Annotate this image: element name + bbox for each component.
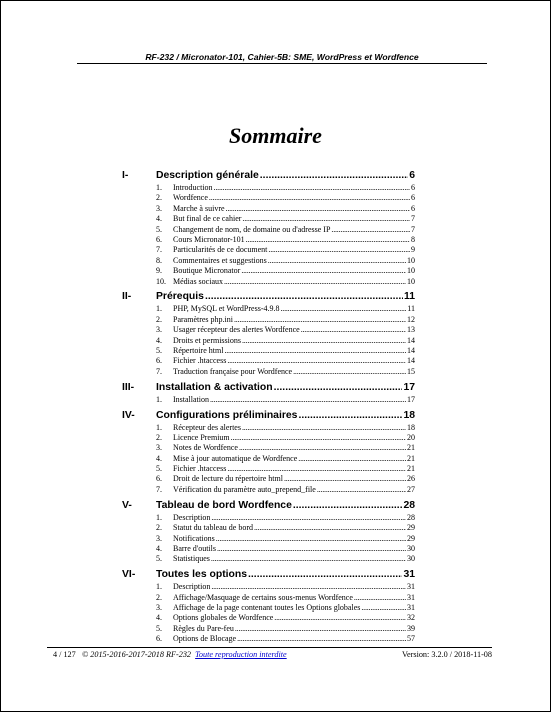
toc-item-number: 1. [156,582,162,592]
toc-section-title: Tableau de bord Wordfence [156,499,292,511]
toc-leader-dots [205,290,403,304]
toc-item[interactable] [122,554,415,564]
toc-item-number: 2. [156,432,162,442]
toc-item-number: 9. [156,266,162,276]
toc-item[interactable] [122,346,415,356]
toc-item[interactable] [122,454,415,464]
toc-section-number: V- [122,499,132,511]
toc-leader-dots [214,183,410,193]
toc-leader-dots [239,443,406,453]
toc-item[interactable] [122,582,415,592]
toc-item[interactable] [122,325,415,335]
toc-leader-dots [211,582,406,592]
toc-leader-dots [293,499,403,513]
toc-item-title: Récepteur des alertes [173,422,241,432]
toc-item-title: Installation [173,394,209,404]
toc-item-title: Barre d'outils [173,543,216,553]
toc-section-title: Toutes les options [156,569,248,581]
footer-copyright-text: © 2015-2016-2017-2018 RF-232 [82,650,192,659]
toc-item[interactable] [122,204,415,214]
toc-item-number: 5. [156,623,162,633]
toc-item[interactable] [122,266,415,276]
toc-item[interactable] [122,235,415,245]
toc-item[interactable] [122,245,415,255]
toc-item-number: 4. [156,335,162,345]
toc-item[interactable] [122,214,415,224]
toc-section [122,499,415,565]
toc-item[interactable] [122,613,415,623]
toc-item[interactable] [122,304,415,314]
toc-item-number: 2. [156,193,162,203]
toc-item-title: Statut du tableau de bord [173,523,253,533]
toc-item-number: 3. [156,602,162,612]
toc-item-page: 11 [407,304,415,314]
page-footer [47,650,492,662]
toc-item-title: Statistiques [173,554,210,564]
toc-item[interactable] [122,534,415,544]
toc-leader-dots [242,336,406,346]
toc-item-number: 6. [156,356,162,366]
toc-item-title: Droits et permissions [173,335,241,345]
toc-section-heading[interactable] [122,499,415,513]
toc-item-title: Droit de lecture du répertoire html [173,474,283,484]
toc-item-title: PHP, MySQL et WordPress-4.9.8 [173,304,280,314]
toc-section [122,290,415,377]
toc-section-title: Prérequis [156,291,204,303]
toc-item-number: 2. [156,314,162,324]
toc-leader-dots [260,169,408,183]
toc-item-page: 8 [411,234,415,244]
toc-item-page: 30 [407,543,415,553]
toc-section-page: 18 [403,409,415,421]
toc-item-page: 26 [407,474,415,484]
toc-section-number: VI- [122,569,136,581]
toc-item-number: 1. [156,422,162,432]
toc-item-number: 5. [156,554,162,564]
toc-item-title: Notes de Wordfence [173,443,238,453]
toc-item-number: 4. [156,613,162,623]
toc-section-heading[interactable] [122,409,415,423]
toc-leader-dots [235,624,406,634]
toc-leader-dots [231,433,406,443]
toc-section-number: II- [122,291,132,303]
toc-item[interactable] [122,513,415,523]
toc-item-number: 5. [156,224,162,234]
toc-item-number: 7. [156,484,162,494]
toc-item-page: 15 [407,366,415,376]
toc-item-page: 57 [407,634,415,644]
table-of-contents [122,169,415,645]
toc-leader-dots [268,256,406,266]
toc-section-heading[interactable] [122,568,415,582]
toc-item-number: 4. [156,214,162,224]
toc-leader-dots [361,603,406,613]
toc-leader-dots [216,534,406,544]
toc-section-page: 17 [403,381,415,393]
toc-item-page: 9 [411,245,415,255]
footer-reproduction-link[interactable]: Toute reproduction interdite [195,650,287,659]
toc-leader-dots [242,423,406,433]
toc-leader-dots [268,245,410,255]
toc-item-page: 14 [407,356,415,366]
header-rule [77,63,487,64]
toc-item-title: Traduction française pour Wordfence [173,366,293,376]
toc-item-number: 3. [156,203,162,213]
toc-item-page: 14 [407,345,415,355]
toc-item-title: Options de Blocage [173,634,237,644]
toc-item-number: 10. [156,276,166,286]
toc-item-page: 6 [411,193,415,203]
toc-section-number: I- [122,170,129,181]
toc-item-page: 21 [407,453,415,463]
toc-item[interactable] [122,634,415,644]
toc-item-page: 12 [407,314,415,324]
toc-leader-dots [217,544,406,554]
toc-section-page: 6 [409,170,415,181]
toc-item-page: 7 [411,214,415,224]
toc-item[interactable] [122,183,415,193]
toc-item-number: 8. [156,255,162,265]
toc-section-title: Installation & activation [156,381,273,393]
toc-item-number: 3. [156,533,162,543]
toc-item-page: 31 [407,582,415,592]
toc-item-page: 17 [407,394,415,404]
toc-item-number: 5. [156,464,162,474]
toc-section-title: Description générale [156,170,259,181]
toc-item-number: 1. [156,304,162,314]
toc-leader-dots [298,454,406,464]
toc-item[interactable] [122,336,415,346]
toc-section [122,169,415,287]
toc-item-number: 2. [156,523,162,533]
toc-item-number: 6. [156,634,162,644]
toc-item-number: 1. [156,182,162,192]
toc-item-title: Introduction [173,182,213,192]
toc-leader-dots [224,277,406,287]
toc-leader-dots [274,381,403,395]
toc-item-page: 10 [407,266,415,276]
toc-section [122,568,415,644]
toc-item-number: 4. [156,543,162,553]
toc-item-page: 28 [407,512,415,522]
toc-item[interactable] [122,443,415,453]
toc-item[interactable] [122,193,415,203]
toc-item-page: 29 [407,533,415,543]
toc-item[interactable] [122,485,415,495]
toc-item-title: Marche à suivre [173,203,225,213]
toc-item-title: Affichage de la page contenant toutes les Options globales [173,602,361,612]
toc-item-title: Vérification du paramètre auto_prepend_file [173,484,316,494]
toc-item-number: 5. [156,345,162,355]
toc-item-page: 21 [407,464,415,474]
toc-leader-dots [234,315,406,325]
toc-item[interactable] [122,395,415,405]
toc-item-page: 32 [407,613,415,623]
toc-item-page: 6 [411,203,415,213]
toc-item-number: 7. [156,366,162,376]
footer-rule [47,647,492,648]
toc-leader-dots [280,304,406,314]
toc-item-page: 30 [407,554,415,564]
toc-leader-dots [211,513,406,523]
toc-item-page: 14 [407,335,415,345]
toc-leader-dots [274,613,406,623]
toc-item-page: 27 [407,484,415,494]
toc-item-title: Licence Premium [173,432,230,442]
toc-leader-dots [224,346,406,356]
toc-item-page: 31 [407,592,415,602]
toc-leader-dots [227,464,406,474]
toc-item-number: 6. [156,234,162,244]
toc-item-page: 10 [407,276,415,286]
toc-item-title: Options globales de Wordfence [173,613,274,623]
toc-item[interactable] [122,423,415,433]
toc-section-page: 31 [403,569,415,581]
toc-item[interactable] [122,593,415,603]
toc-item[interactable] [122,603,415,613]
toc-section-heading[interactable] [122,381,415,395]
toc-item-title: Wordfence [173,193,208,203]
toc-item-page: 21 [407,443,415,453]
toc-leader-dots [237,634,406,644]
toc-leader-dots [354,593,406,603]
toc-item-title: Règles du Pare-feu [173,623,234,633]
toc-leader-dots [248,568,402,582]
footer-copyright [82,650,287,659]
toc-item-title: Médias sociaux [173,276,223,286]
toc-item-number: 4. [156,453,162,463]
toc-leader-dots [211,554,406,564]
toc-item-page: 10 [407,255,415,265]
toc-leader-dots [226,204,410,214]
toc-section [122,409,415,496]
toc-section-title: Configurations préliminaires [156,409,298,421]
toc-item[interactable] [122,433,415,443]
toc-item-page: 20 [407,432,415,442]
toc-section-heading[interactable] [122,169,415,183]
toc-leader-dots [210,395,406,405]
toc-item[interactable] [122,464,415,474]
toc-item-title: Notifications [173,533,215,543]
toc-item[interactable] [122,544,415,554]
toc-section-number: IV- [122,409,135,421]
toc-item[interactable] [122,624,415,634]
toc-item-page: 39 [407,623,415,633]
toc-item-page: 18 [407,422,415,432]
toc-leader-dots [317,485,406,495]
toc-leader-dots [227,356,406,366]
toc-item-title: Commentaires et suggestions [173,255,267,265]
toc-item-title: Cours Micronator-101 [173,234,245,244]
toc-item-number: 7. [156,245,162,255]
toc-leader-dots [246,235,410,245]
toc-item-number: 2. [156,592,162,602]
toc-section [122,381,415,405]
toc-item-title: Description [173,582,211,592]
toc-item-title: Boutique Micronator [173,266,241,276]
toc-item-page: 13 [407,325,415,335]
footer-version: Version: 3.2.0 / 2018-11-08 [402,650,492,659]
toc-section-page: 28 [403,499,415,511]
toc-item-page: 29 [407,523,415,533]
toc-item-number: 3. [156,443,162,453]
toc-leader-dots [301,325,406,335]
toc-item[interactable] [122,523,415,533]
toc-section-page: 11 [404,291,415,303]
toc-item-title: Changement de nom, de domaine ou d'adresse IP [173,224,331,234]
toc-item-number: 1. [156,394,162,404]
toc-item-title: Répertoire html [173,345,224,355]
toc-item-title: Fichier .htaccess [173,464,227,474]
toc-item[interactable] [122,225,415,235]
toc-leader-dots [293,367,406,377]
toc-item-title: Mise à jour automatique de Wordfence [173,453,298,463]
toc-item-title: Affichage/Masquage de certains sous-menus Wordfence [173,592,353,602]
toc-item-number: 3. [156,325,162,335]
toc-section-number: III- [122,381,135,393]
page-header: RF-232 / Micronator-101, Cahier-5B: SME, WordPress et Wordfence [145,52,419,62]
toc-item-page: 6 [411,182,415,192]
toc-leader-dots [242,214,410,224]
toc-leader-dots [209,193,410,203]
toc-item-title: Description [173,512,211,522]
footer-page-number: 4 / 127 [53,650,76,659]
toc-leader-dots [298,409,402,423]
toc-item-number: 1. [156,512,162,522]
toc-item-page: 31 [407,602,415,612]
toc-item[interactable] [122,277,415,287]
toc-section-heading[interactable] [122,290,415,304]
document-title: Sommaire [229,123,322,148]
toc-item-title: Particularités de ce document [173,245,268,255]
toc-item-number: 6. [156,474,162,484]
toc-item[interactable] [122,315,415,325]
toc-leader-dots [331,225,410,235]
toc-item-title: Fichier .htaccess [173,356,227,366]
toc-item[interactable] [122,367,415,377]
toc-item[interactable] [122,256,415,266]
toc-leader-dots [284,474,406,484]
toc-item[interactable] [122,474,415,484]
toc-item[interactable] [122,356,415,366]
toc-leader-dots [254,523,406,533]
toc-item-title: Usager récepteur des alertes Wordfence [173,325,300,335]
toc-leader-dots [241,266,406,276]
toc-item-page: 7 [411,224,415,234]
toc-item-title: But final de ce cahier [173,214,242,224]
toc-item-title: Paramètres php.ini [173,314,233,324]
